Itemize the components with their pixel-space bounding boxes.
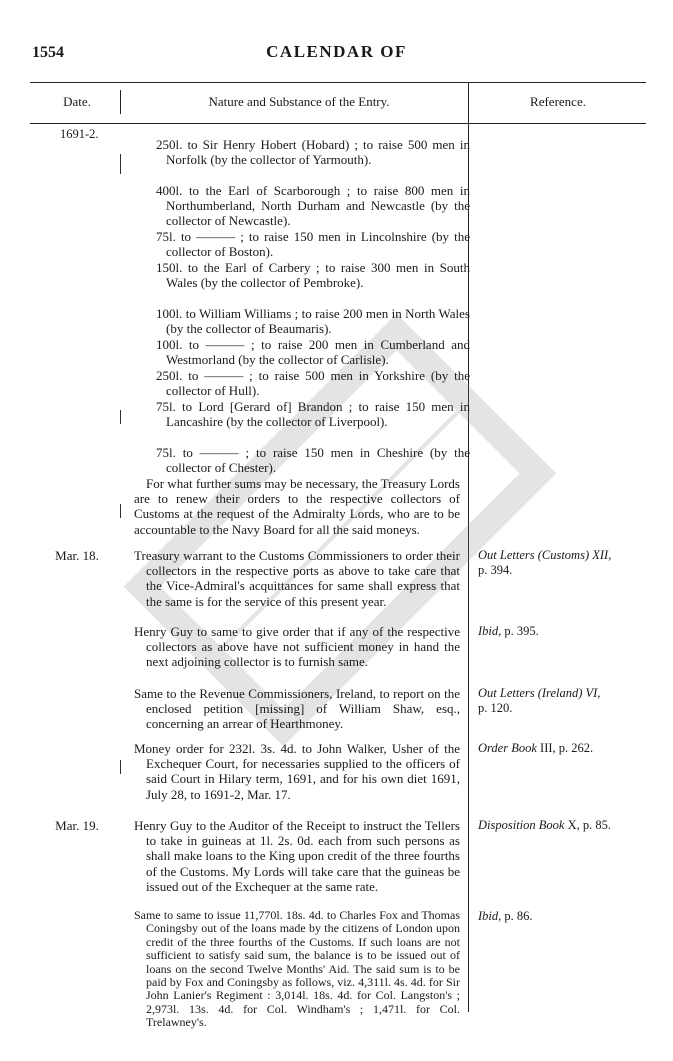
reference-page: , p. 395. [498,624,539,638]
entry-reference [478,741,648,756]
reference-page: X, p. 85. [564,818,611,832]
reference-title: Ibid [478,909,499,923]
page-number: 1554 [32,44,64,61]
margin-tick [120,410,121,424]
entry-text: Treasury warrant to the Customs Commissioners to order their collectors in the respective ports as above to take care that the Vice-Admiral's acquittances for same shall express that the same is for the service of this present year. [134,548,460,609]
entry-date: Mar. 19. [55,818,99,833]
running-title: CALENDAR OF [266,42,407,61]
date-column-divider-head [120,90,121,114]
payment-item: 150l. to the Earl of Carbery ; to raise 300 men in South Wales (by the collector of Pembroke). [156,260,470,291]
payment-item: 100l. to William Williams ; to raise 200 men in North Wales (by the collector of Beaumaris). [156,306,470,337]
reference-column-header: Reference. [530,94,586,109]
reference-page: p. 120. [478,701,513,715]
header-bottom-rule [30,123,646,124]
year-label: 1691-2. [60,127,99,141]
reference-title: Order Book [478,741,537,755]
reference-page: , p. 86. [498,909,533,923]
entry-text: Same to the Revenue Commissioners, Ireland, to report on the enclosed petition [missing] of William Shaw, esq., concerning an arrear of Hearthmoney. [134,686,460,732]
payment-item: 250l. to Sir Henry Hobert (Hobard) ; to raise 500 men in Norfolk (by the collector of Yarmouth). [156,137,470,168]
reference-title: Out Letters (Ireland) VI, [478,686,601,700]
payment-item: 75l. to Lord [Gerard of] Brandon ; to raise 150 men in Lancashire (by the collector of Liverpool). [156,399,470,430]
payment-item: 400l. to the Earl of Scarborough ; to raise 800 men in Northumberland, North Durham and Newcastle (by the collector of Newcastle). [156,183,470,229]
entry-reference [478,909,648,924]
reference-title: Disposition Book [478,818,565,832]
payment-item: 75l. to ——— ; to raise 150 men in Lincolnshire (by the collector of Boston). [156,229,470,260]
entry-date: Mar. 18. [55,548,99,563]
entry-reference [478,548,648,578]
margin-tick [120,760,121,774]
reference-page: III, p. 262. [536,741,594,755]
date-column-header: Date. [63,94,91,109]
payment-item: 250l. to ——— ; to raise 500 men in Yorkshire (by the collector of Hull). [156,368,470,399]
reference-title: Ibid [478,624,499,638]
payment-item: 75l. to ——— ; to raise 150 men in Cheshire (by the collector of Chester). [156,445,470,476]
entry-text: Money order for 232l. 3s. 4d. to John Walker, Usher of the Exchequer Court, for necessaries supplied to the officers of said Court in Hilary term, 1691, and for his own diet 1691, July 28, to 1691-2, Mar. 17. [134,741,460,802]
header-top-rule [30,82,646,83]
margin-tick [120,504,121,518]
entry-text: Same to same to issue 11,770l. 18s. 4d. to Charles Fox and Thomas Coningsby out of the loans made by the citizens of London upon credit of the three fourths of the Customs. If such loans are not sufficient to satisfy said sum, the balance is to be issued out of loans on the second Twelve Months' Aid. The said sum is to be paid by Fox and Coningsby as follows, viz. 4,311l. 4s. 4d. for Sir John Lanier's Regiment : 3,014l. 18s. 4d. for Col. Langston's ; 2,973l. 13s. 4d. for Col. Windham's ; 1,471l. for Col. Trelawney's. [134,908,460,1030]
entry-reference [478,818,648,833]
nature-column-header: Nature and Substance of the Entry. [208,94,390,109]
entry-reference [478,686,648,716]
entry-text: Henry Guy to the Auditor of the Receipt to instruct the Tellers to take in guineas at 1l. 2s. 0d. each from such persons as shall make loans to the King upon credit of the three fourths of the Customs. My Lords will take care that the guineas be issued out of the Exchequer at the same rate. [134,818,460,894]
reference-title: Out Letters (Customs) XII, [478,548,612,562]
payment-item: 100l. to ——— ; to raise 200 men in Cumberland and Westmorland (by the collector of Carlisle). [156,337,470,368]
reference-page: p. 394. [478,563,513,577]
margin-tick [120,154,121,174]
entry-reference [478,624,648,639]
entry-text: Henry Guy to same to give order that if any of the respective collectors as above have not sufficient money in hand the next adjoining collector is to furnish same. [134,624,460,670]
closing-note: For what further sums may be necessary, the Treasury Lords are to renew their orders to the respective collectors of Customs at the request of the Admiralty Lords, who are to be accountable to the Navy Board for all the said moneys. [134,476,460,537]
